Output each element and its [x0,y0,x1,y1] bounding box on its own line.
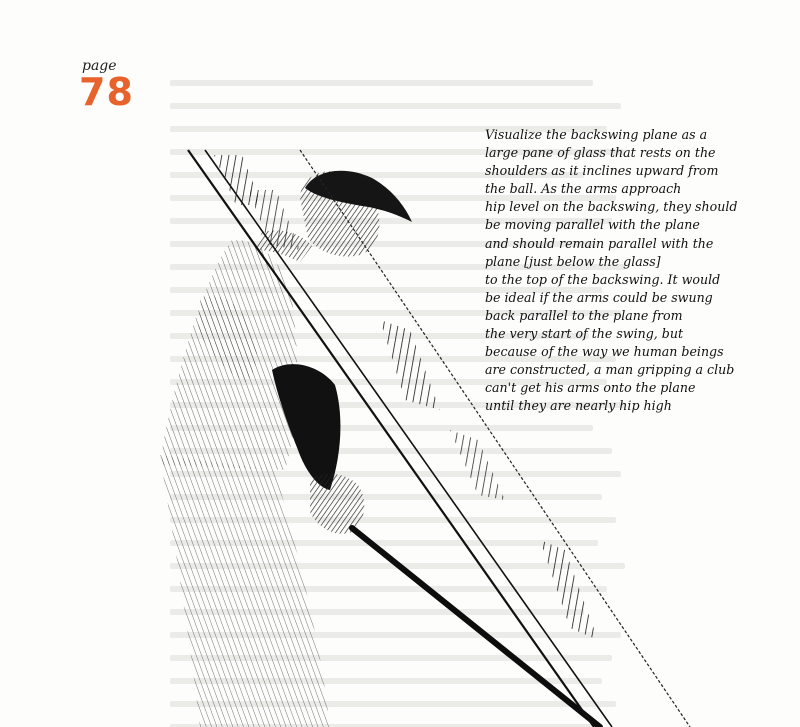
illustration-caption: Visualize the backswing plane as a large pane of glass that rests on the shoulders as it inclines upward from the ball. As the arms approach hip level on the backswing, they should be moving parallel with the plane and should remain parallel with the plane [just below the glass] to the top of the backswing. It would be ideal if the arms could be swung back parallel to the plane from the very start of the swing, but because of the way we human beings are constructed, a man gripping a club can't get his arms onto the plane until they are nearly hip high [485,127,738,414]
page-label: page [82,58,117,74]
page-number: 78 [79,70,134,114]
